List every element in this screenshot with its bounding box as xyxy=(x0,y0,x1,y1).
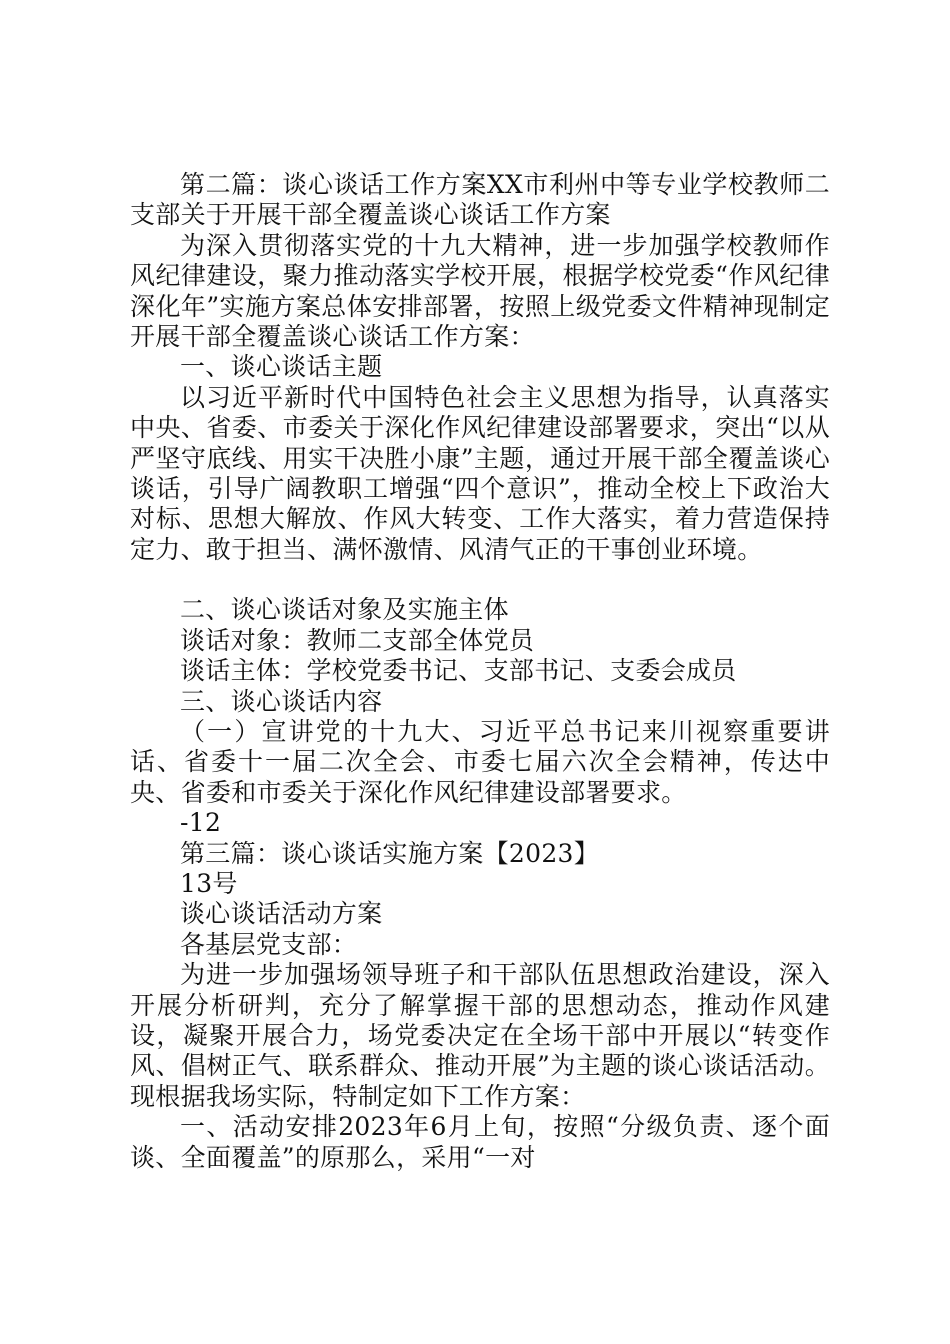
heading-content: 三、谈心谈话内容 xyxy=(180,686,383,716)
activity-intro-paragraph: 为进一步加强场领导班子和干部队伍思想政治建设，深入开展分析研判，充分了解掌握干部的思想动态，推动作风建设，凝聚开展合力，场党委决定在全场干部中开展以“转变作风、倡树正气、联系群众、推动开展”为主题的谈心谈话活动。现根据我场实际，特制定如下工作方案： xyxy=(130,960,830,1111)
talk-subject-line: 谈话主体：学校党委书记、支部书记、支委会成员 xyxy=(180,656,737,686)
theme-paragraph: 以习近平新时代中国特色社会主义思想为指导，认真落实中央、省委、市委关于深化作风纪律建设部署要求，突出“以从严坚守底线、用实干决胜小康”主题，通过开展干部全覆盖谈心谈话，引导广阔教职工增强“四个意识”，推动全校上下政治大对标、思想大解放、作风大转变、工作大落实，着力营造保持定力、敢于担当、满怀激情、风清气正的干事创业环境。 xyxy=(130,382,830,564)
heading-theme: 一、谈心谈话主题 xyxy=(180,352,383,382)
intro-paragraph: 为深入贯彻落实党的十九大精神，进一步加强学校教师作风纪律建设，聚力推动落实学校开展，根据学校党委“作风纪律深化年”实施方案总体安排部署，按照上级党委文件精神现制定开展干部全覆盖谈心谈话工作方案： xyxy=(130,230,830,352)
page-marker: -12 xyxy=(180,808,222,838)
section-three-title: 第三篇：谈心谈话实施方案【2023】 xyxy=(180,838,600,868)
salutation: 各基层党支部： xyxy=(180,929,358,959)
section-two-title: 第二篇：谈心谈话工作方案XX市利州中等专业学校教师二支部关于开展干部全覆盖谈心谈话工作方案 xyxy=(130,170,830,230)
talk-target-line: 谈话对象：教师二支部全体党员 xyxy=(180,625,535,655)
document-number: 13号 xyxy=(180,868,238,898)
document-body xyxy=(130,170,830,1173)
paragraph-spacer xyxy=(130,565,830,595)
activity-arrangement: 一、活动安排2023年6月上旬，按照“分级负责、逐个面谈、全面覆盖”的原那么，采用“一对 xyxy=(130,1112,830,1172)
activity-plan-title: 谈心谈话活动方案 xyxy=(180,899,383,929)
heading-targets: 二、谈心谈话对象及实施主体 xyxy=(180,595,509,625)
content-item-one: （一）宣讲党的十九大、习近平总书记来川视察重要讲话、省委十一届二次全会、市委七届六次全会精神，传达中央、省委和市委关于深化作风纪律建设部署要求。 xyxy=(130,716,830,807)
